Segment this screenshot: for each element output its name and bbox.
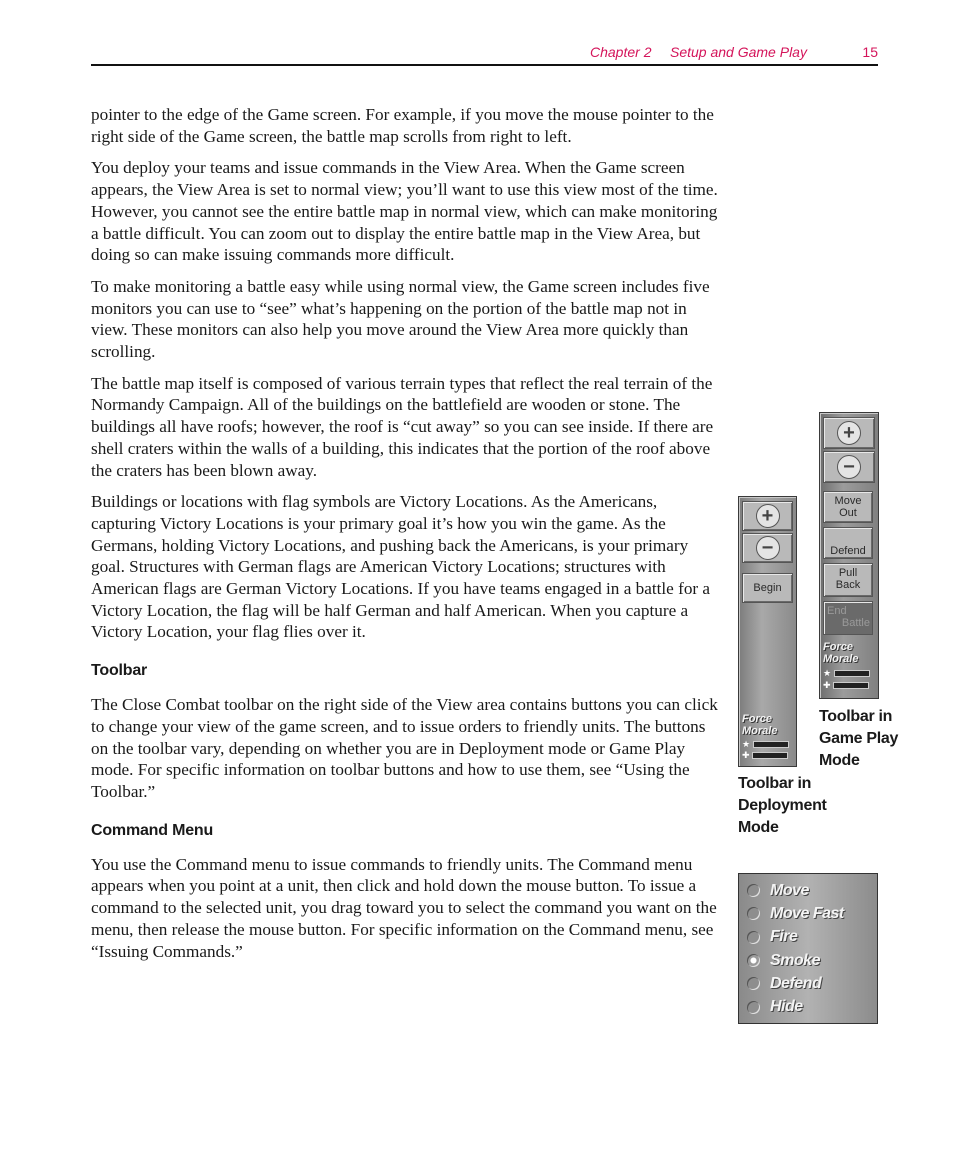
defend-label: Defend [830,545,866,557]
radio-icon [747,1001,760,1014]
caption-gameplay [819,706,898,772]
move-out-button [823,491,873,523]
command-fire [739,926,877,949]
command-label: Move [770,881,809,899]
force-label: Force [742,713,772,725]
command-smoke [739,949,877,972]
radio-icon [747,884,760,897]
caption-line: Mode [738,819,779,836]
force-label: Force [823,641,853,653]
pull-back-button [823,563,873,597]
morale-label: Morale [823,653,859,665]
minus-icon: − [756,536,780,560]
paragraph: pointer to the edge of the Game screen. For example, if you move the mouse pointer to the right side of the Game screen, the battle map scrolls from right to left. [91,105,714,146]
command-label: Smoke [770,951,820,969]
force-morale-label [823,641,873,665]
morale-meter: ✚ [823,681,869,691]
zoom-in-button [742,501,793,531]
command-label: Move Fast [770,904,844,922]
command-label: Hide [770,998,803,1016]
pull-label: Pull [838,567,858,579]
caption-line: Toolbar in [819,708,893,725]
paragraph: Buildings or locations with flag symbols are Victory Locations. As the Americans, capturing Victory Locations is your primary goal it’s how you win the game. As the Germans, holding Victory Locations, and pushing back the Americans, is your primary goal. Structures with German flags are American Victory Locations; structures with American flags are German Victory Locations. If you have teams engaged in a battle for a Victory Location, the flag will be half German and half American. When you capture a Victory Location, your flag flies over it. [91,492,711,642]
force-morale-label [742,713,791,737]
heading-command-menu: Command Menu [91,821,214,839]
command-defend [739,972,877,995]
caption-line: Toolbar in [738,775,812,792]
caption-line: Mode [819,752,860,769]
running-header [91,44,878,66]
command-hide [739,995,877,1018]
command-label: Defend [770,974,822,992]
minus-icon: − [837,455,861,479]
main-text [91,104,719,972]
toolbar-gameplay-image [819,412,879,699]
toolbar-deployment-image [738,496,797,767]
out-label: Out [839,507,857,519]
move-label: Move [834,495,862,507]
caption-line: Deployment [738,797,827,814]
heading-toolbar: Toolbar [91,662,148,680]
command-label: Fire [770,928,798,946]
morale-label: Morale [742,725,778,737]
defend-button [823,527,873,559]
back-label: Back [835,579,861,591]
zoom-in-button [823,417,875,449]
paragraph: You deploy your teams and issue commands in the View Area. When the Game screen appears, the View Area is set to normal view; you’ll want to use this view most of the time. However, you cannot see the entire battle map in normal view, which can make monitoring a battle difficult. You can zoom out to display the entire battle map in the View Area, but doing so can make issuing commands more difficult. [91,158,718,265]
end-label: End [827,605,847,617]
radio-icon [747,931,760,944]
begin-label: Begin [753,582,782,594]
battle-label: Battle [841,617,870,629]
plus-icon: + [837,421,861,445]
radio-icon [747,907,760,920]
page-number: 15 [862,44,878,60]
paragraph: The battle map itself is composed of various terrain types that reflect the real terrain of the Normandy Campaign. All of the buildings on the battlefield are wooden or stone. The buildings all have roofs; however, the roof is “cut away” so you can see inside. If there are shell craters within the walls of a building, this indicates that the portion of the roof above the craters has been blown away. [91,373,714,480]
force-meter: ★ [742,740,789,750]
paragraph: The Close Combat toolbar on the right side of the View area contains buttons you can click to change your view of the game screen, and to issue orders to friendly units. The buttons on the toolbar vary, depending on whether you are in Deployment mode or Game Play mode. For specific information on toolbar buttons and how to use them, see “Using the Toolbar.” [91,695,718,801]
header-chapter: Chapter 2 [590,44,652,60]
radio-icon [747,977,760,990]
header-section: Setup and Game Play [670,44,807,60]
caption-line: Game Play [819,730,899,747]
caption-deployment [738,773,827,839]
paragraph: To make monitoring a battle easy while using normal view, the Game screen includes five monitors you can use to “see” what’s happening on the portion of the battle map not in view. These monitors can also help you move around the View Area more quickly than scrolling. [91,276,710,362]
command-move-fast [739,902,877,925]
force-meter: ★ [823,669,870,679]
command-menu-image [738,873,878,1024]
zoom-out-button [742,533,793,563]
command-move [739,879,877,902]
radio-selected-icon [747,954,760,967]
end-battle-button [823,601,873,635]
paragraph: You use the Command menu to issue commands to friendly units. The Command menu appears when you point at a unit, then click and hold down the mouse button. To issue a command to the selected unit, you drag toward you to select the command you want on the menu, then release the mouse button. For specific information on the Command menu, see “Issuing Commands.” [91,854,717,961]
plus-icon: + [756,504,780,528]
zoom-out-button [823,451,875,483]
morale-meter: ✚ [742,751,788,761]
begin-button [742,573,793,603]
